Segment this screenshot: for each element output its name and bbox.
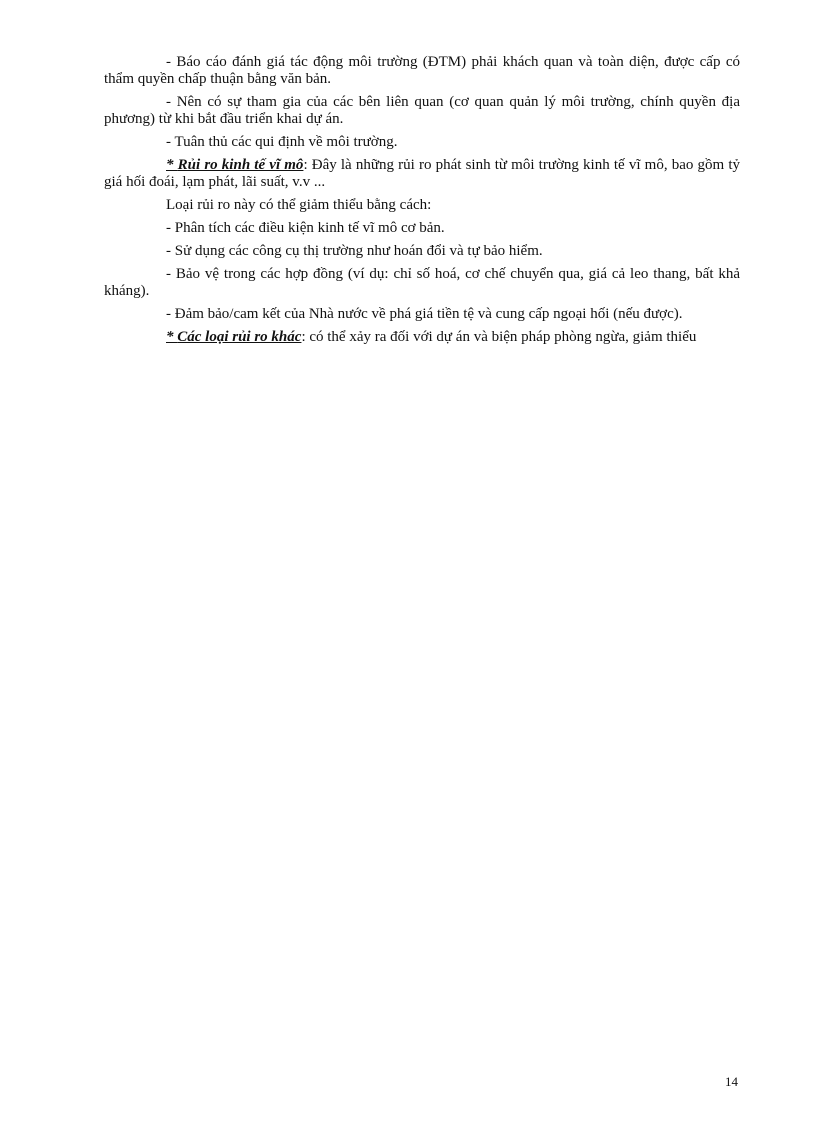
paragraph-stakeholders	[104, 94, 740, 128]
paragraph-state-guarantee	[104, 306, 740, 323]
section-heading-macro-risk: Rủi ro kinh tế vĩ mô	[177, 157, 304, 173]
paragraph-text: - Bảo vệ trong các hợp đồng (ví dụ: chỉ số hoá, cơ chế chuyển qua, giá cả leo thang, bất khả kháng).	[104, 266, 740, 299]
paragraph-market-tools	[104, 243, 740, 260]
paragraph-text: Loại rủi ro này có thể giảm thiểu bằng cách:	[166, 197, 432, 213]
page-number: 14	[725, 1074, 738, 1089]
paragraph-analysis	[104, 220, 740, 237]
paragraph-contract-protection	[104, 266, 740, 300]
paragraph-eia-report	[104, 54, 740, 88]
paragraph-text: - Phân tích các điều kiện kinh tế vĩ mô cơ bản.	[166, 220, 445, 236]
paragraph-text: - Tuân thủ các qui định về môi trường.	[166, 134, 398, 150]
paragraph-mitigation-intro	[104, 197, 740, 214]
document-body	[104, 54, 740, 352]
paragraph-text: - Báo cáo đánh giá tác động môi trường (ĐTM) phải khách quan và toàn diện, được cấp có thẩm quyền chấp thuận bằng văn bản.	[104, 54, 740, 87]
paragraph-macro-risk	[104, 157, 740, 191]
paragraph-other-risks	[104, 329, 740, 346]
paragraph-text: : có thể xảy ra đối với dự án và biện pháp phòng ngừa, giảm thiểu	[301, 329, 697, 345]
paragraph-text: - Sử dụng các công cụ thị trường như hoán đổi và tự bảo hiểm.	[166, 243, 543, 259]
paragraph-text: - Nên có sự tham gia của các bên liên quan (cơ quan quản lý môi trường, chính quyền địa phương) từ khi bắt đầu triển khai dự án.	[104, 94, 740, 127]
section-heading-other-risks: Các loại rủi ro khác	[177, 329, 302, 345]
paragraph-text: - Đảm bảo/cam kết của Nhà nước về phá giá tiền tệ và cung cấp ngoại hối (nếu được).	[166, 306, 683, 322]
section-prefix: *	[166, 157, 178, 173]
section-prefix: *	[166, 329, 178, 345]
paragraph-text: : Đây là những rủi ro phát sinh từ môi trường kinh tế vĩ mô, bao gồm tỷ giá hối đoái, lạm phát, lãi suất, v.v ...	[104, 157, 741, 190]
paragraph-environment-rules	[104, 134, 740, 151]
